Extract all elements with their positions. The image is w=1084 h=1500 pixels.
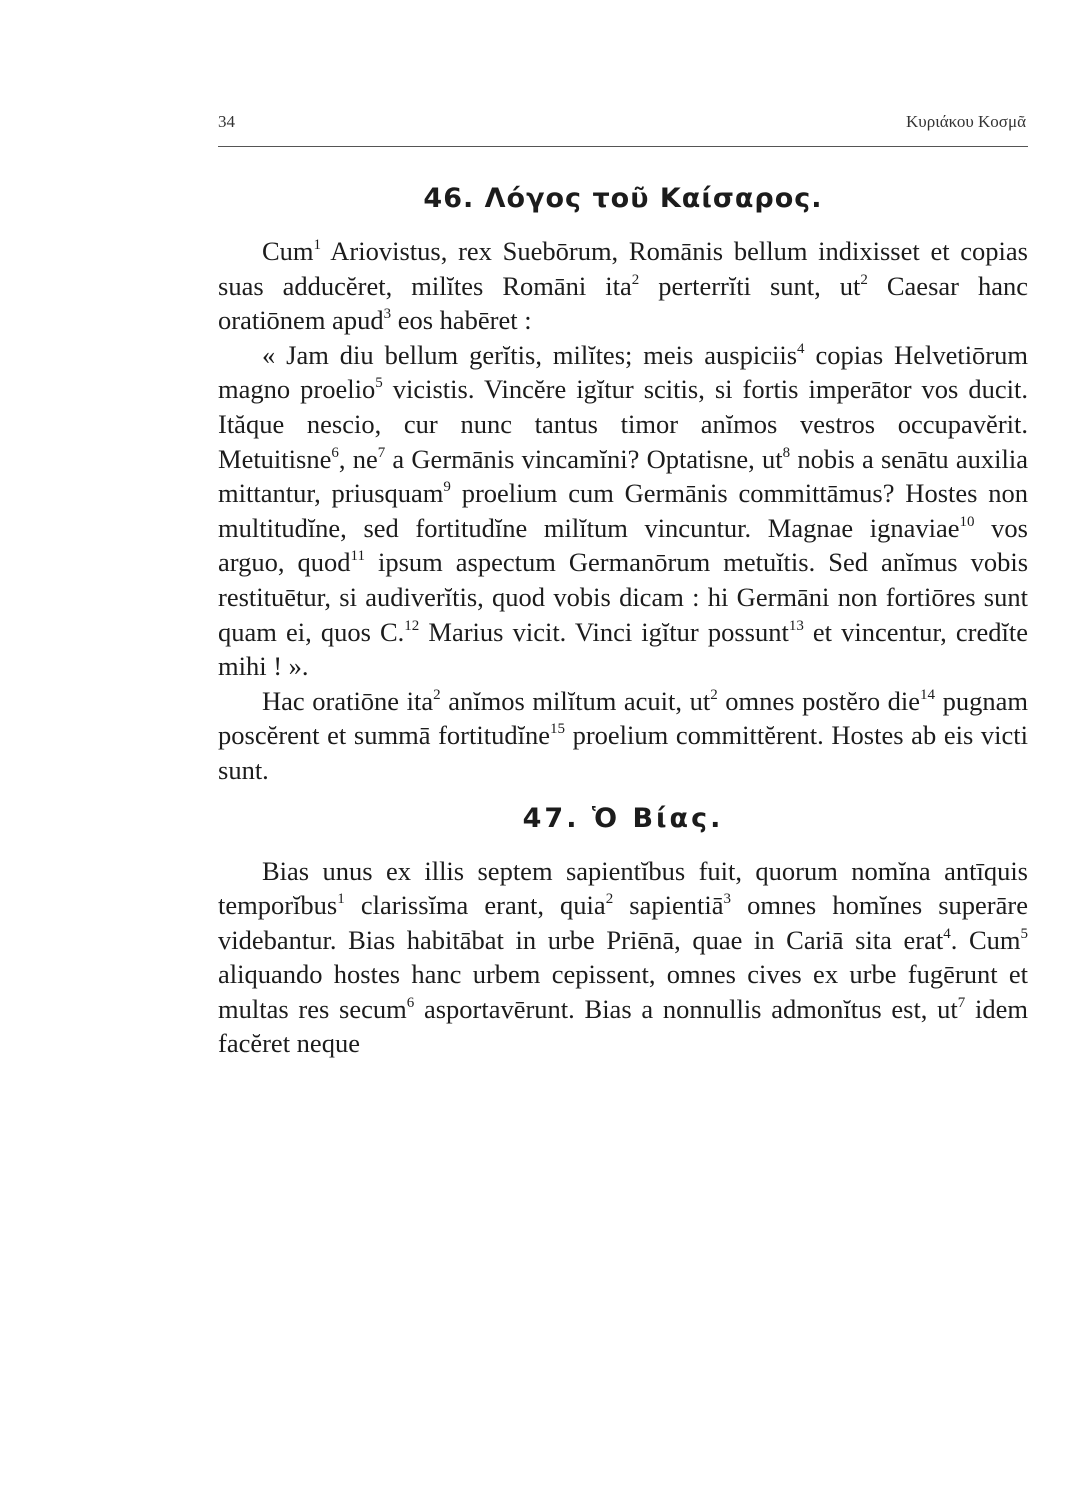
running-title: Κυριάκου Κοσμᾶ <box>906 112 1026 131</box>
footnote-marker: 9 <box>443 479 451 496</box>
footnote-marker: 4 <box>797 340 805 357</box>
footnote-marker: 2 <box>631 271 640 288</box>
section-46-paragraph-2: « Jam diu bellum gerĭtis, milĭtes; meis auspiciis$^4$ copias Helvetiōrum magno proelio$^5$ vicistis. Vincĕre igĭtur scitis, si fortis imperātor vos ducit. Ităque nescio, cur nunc tantus timor anĭmos vestros occupavĕrit. Metuitisne$^6$, $ne^7$ a Germānis vincamĭni? Optatisne, $ut^8$ nobis a senātu auxilia mittantur, priusquam$^9$ proelium cum Germānis committāmus? Hostes non multitudĭne, sed fortitudĭne milĭtum vincuntur. Magnae ignaviae$^{10}$ vos arguo, quod$^{11}$ ipsum aspectum Germanōrum metuĭtis. Sed anĭmus vobis restituētur, si audiverĭtis, quod vobis dicam : hi Germāni non fortiōres sunt quam ei, quos C.$^{12}$ Marius vicit. Vinci igĭtur possunt$^{13}$ et vincentur, credĭte mihi ! ». <box>218 339 1029 682</box>
footnote-marker: 12 <box>404 617 420 634</box>
footnote-marker: 7 <box>957 994 966 1011</box>
footnote-marker: 7 <box>377 444 386 461</box>
footnote-marker: 13 <box>788 617 804 634</box>
section-46-paragraph-1: Cum$^1$ Ariovistus, rex Suebōrum, Romānis bellum indixisset et copias suas adducĕret, milĭtes Romāni ita$^2$ perterrĭti sunt, $ut^2$ Caesar hanc oratiōnem apud$^3$ eos habēret : <box>218 236 1028 336</box>
footnote-marker: 2 <box>605 891 614 908</box>
footnote-marker: 6 <box>406 994 415 1011</box>
footnote-marker: 8 <box>782 444 791 461</box>
section-46-paragraph-3: Hac oratiōne ita$^2$ anĭmos milĭtum acuit, $ut^2$ omnes postĕro die$^{14}$ pugnam poscĕrent et summā fortitudĭne$^{15}$ proelium committĕrent. Hostes ab eis victi sunt. <box>218 685 1029 785</box>
footnote-marker: 11 <box>350 548 365 565</box>
footnote-marker: 3 <box>723 891 731 908</box>
page-body <box>218 182 1028 1061</box>
footnote-marker: 5 <box>375 375 383 392</box>
section-47-title: 47. Ὁ Βίας. <box>522 802 724 834</box>
footnote-marker: 14 <box>920 686 936 703</box>
footnote-marker: 15 <box>549 721 565 738</box>
footnote-marker: 1 <box>313 237 322 253</box>
footnote-marker: 6 <box>331 444 339 461</box>
footnote-marker: 10 <box>959 513 975 530</box>
footnote-marker: 4 <box>943 925 951 942</box>
footnote-marker: 5 <box>1020 925 1028 942</box>
footnote-marker: 2 <box>710 686 718 703</box>
section-47-paragraph-1: Bias unus ex illis septem sapientĭbus fuit, quorum nomĭna antīquis temporĭbus$^1$ clarissĭma erant, quia$^2$ sapientiā$^3$ omnes homĭnes superāre videbantur. Bias habitābat in urbe Priēnā, quae in Cariā sita erat$^4$. Cum$^5$ aliquando hostes hanc urbem cepissent, omnes cives ex urbe fugērunt et multas res secum$^6$ asportavērunt. Bias a nonnullis admonĭtus est, $ut^7$ idem facĕret neque <box>218 855 1028 1059</box>
section-46-title: 46. Λόγος τοῦ Καίσαρος. <box>423 183 823 214</box>
footnote-marker: 2 <box>860 271 868 288</box>
footnote-marker: 3 <box>383 306 392 323</box>
footnote-marker: 2 <box>433 686 441 703</box>
footnote-marker: 1 <box>337 891 345 908</box>
page-header <box>218 112 1026 132</box>
header-rule <box>218 146 1028 147</box>
page-number: 34 <box>218 112 235 131</box>
